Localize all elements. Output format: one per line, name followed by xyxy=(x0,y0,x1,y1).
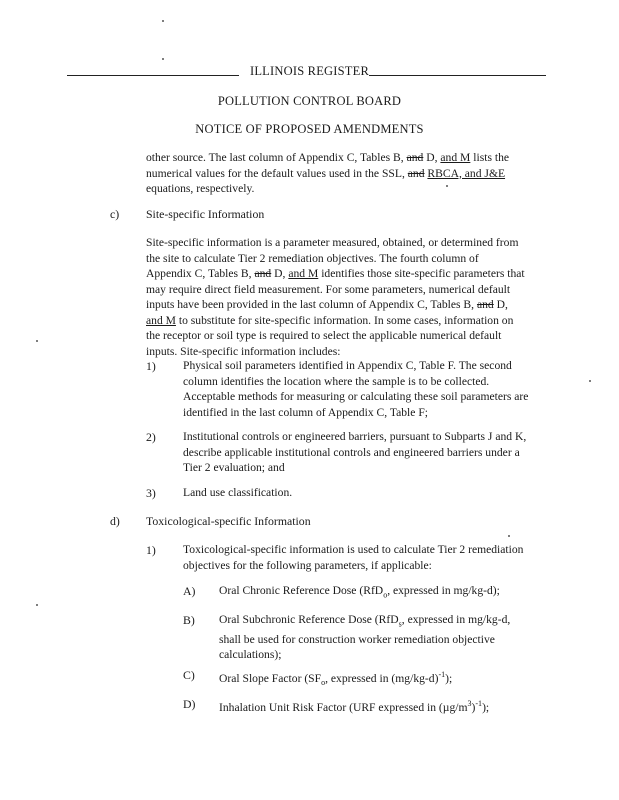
inserted-text: RBCA, and J&E xyxy=(427,166,506,180)
list-item: Land use classification. xyxy=(183,486,293,499)
deleted-text: and xyxy=(476,298,494,311)
list-item: Institutional controls or engineered barriers, pursuant to Subparts J and K, describe applicable institutional controls and engineered barriers under a Tier 2 evaluation; and xyxy=(183,430,527,474)
deleted-text: and xyxy=(254,267,272,280)
deleted-text: and xyxy=(406,151,424,164)
deleted-text: and xyxy=(407,166,425,180)
scan-speck xyxy=(508,535,510,537)
section-c-heading: Site-specific Information xyxy=(146,207,265,221)
list-item-number: 3) xyxy=(146,486,156,500)
list-item-number: 1) xyxy=(146,359,156,373)
board-title: POLLUTION CONTROL BOARD xyxy=(217,94,402,108)
scan-speck xyxy=(36,340,38,342)
scan-speck xyxy=(162,58,164,60)
list-item-number: 1) xyxy=(146,543,156,557)
list-item: Toxicological-specific information is used to calculate Tier 2 remediation objectives for the following parameters, if applicable: xyxy=(183,543,524,572)
scan-speck xyxy=(589,380,591,382)
notice-title: NOTICE OF PROPOSED AMENDMENTS xyxy=(195,122,424,136)
scan-speck xyxy=(162,20,164,22)
intro-paragraph: other source. The last column of Appendix C, Tables B, and D, and M lists the numerical values for the default values used in the SSL, and RBCA, and J&E equations, respectively. xyxy=(146,151,510,195)
section-c-paragraph: Site-specific information is a parameter measured, obtained, or determined from the site to calculate Tier 2 remediation objectives. The fourth column of Appendix C, Tables B, and D, and M identifies those site-specific parameters that may require direct field measurement. For some parameters, numerical default inputs have been provided in the last column of Appendix C, Tables B, and D, and M to substitute for site-specific information. In some cases, information on the receptor or soil type is required to select the applicable numerical default inputs. Site-specific information includes: xyxy=(146,236,525,358)
section-d-label: d) xyxy=(110,514,120,528)
sub-item-letter: A) xyxy=(183,584,196,598)
scan-speck xyxy=(446,185,448,187)
sub-item: Oral Slope Factor ($SF_o$, expressed in $(mg/kg-d)^{-1}$); xyxy=(219,670,453,688)
sub-item-letter: B) xyxy=(183,613,195,627)
sub-item-letter: C) xyxy=(183,668,195,682)
inserted-text: and M xyxy=(146,313,176,327)
sub-item-letter: D) xyxy=(183,697,196,711)
sub-item: Inhalation Unit Risk Factor (URF expressed in $(\mu g/m^3)^{-1}$); xyxy=(219,699,490,714)
list-item: Physical soil parameters identified in Appendix C, Table F. The second column identifies the location where the sample is to be collected. Acceptable methods for measuring or calculating these soil parameters are identified in the last column of Appendix C, Table F; xyxy=(183,359,529,419)
sub-item: Oral Subchronic Reference Dose (RfD$_s$, expressed in mg/kg-d, shall be used for construction worker remediation objective calculations); xyxy=(219,613,511,662)
section-c-label: c) xyxy=(110,207,120,221)
sub-item: Oral Chronic Reference Dose (RfD$_o$, expressed in mg/kg-d); xyxy=(219,584,500,600)
register-title: ILLINOIS REGISTER xyxy=(249,64,369,78)
list-item-number: 2) xyxy=(146,430,156,444)
inserted-text: and M xyxy=(288,267,319,280)
scan-speck xyxy=(36,604,38,606)
section-d-heading: Toxicological-specific Information xyxy=(146,514,311,528)
inserted-text: and M xyxy=(440,151,471,164)
